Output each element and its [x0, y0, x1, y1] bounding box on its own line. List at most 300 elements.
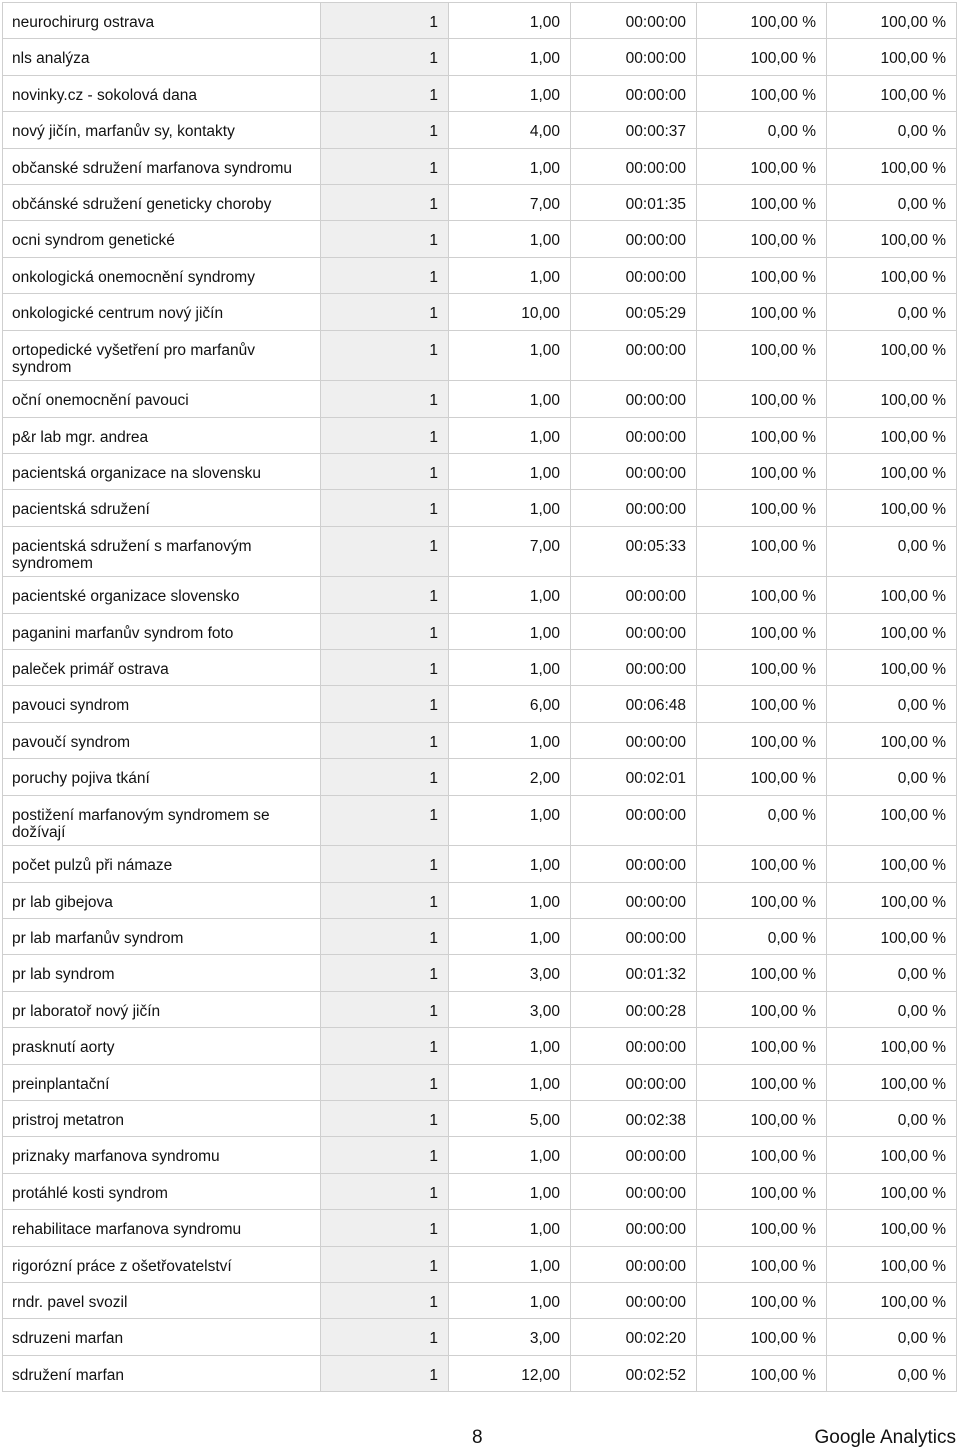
table-row	[3, 1064, 957, 1100]
new-visits-cell	[697, 991, 827, 1027]
bounce-rate-cell-text: 0,00 %	[897, 697, 946, 715]
keyword-cell-text: oční onemocnění pavouci	[12, 392, 189, 410]
avg-duration-cell	[571, 918, 697, 954]
keyword-cell-text: poruchy pojiva tkání	[12, 770, 150, 788]
avg-duration-cell-text: 00:00:00	[625, 624, 686, 642]
new-visits-cell-text: 100,00 %	[750, 1184, 816, 1202]
new-visits-cell	[697, 75, 827, 111]
avg-duration-cell-text: 00:00:00	[625, 1257, 686, 1275]
avg-duration-cell	[571, 39, 697, 75]
bounce-rate-cell-text: 100,00 %	[880, 392, 946, 410]
keyword-cell	[3, 526, 321, 577]
bounce-rate-cell	[827, 221, 957, 257]
avg-duration-cell	[571, 330, 697, 381]
visits-cell-text: 1	[429, 966, 438, 984]
keyword-cell	[3, 918, 321, 954]
visits-cell	[321, 184, 449, 220]
new-visits-cell	[697, 148, 827, 184]
pages-per-visit-cell-text: 6,00	[529, 697, 560, 715]
visits-cell-text: 1	[429, 268, 438, 286]
keyword-cell-text: ortopedické vyšetření pro marfanův syndrom	[12, 341, 255, 376]
avg-duration-cell	[571, 148, 697, 184]
pages-per-visit-cell-text: 1,00	[529, 159, 560, 177]
avg-duration-cell-text: 00:02:01	[625, 770, 686, 788]
new-visits-cell-text: 100,00 %	[750, 697, 816, 715]
keyword-cell	[3, 294, 321, 330]
avg-duration-cell	[571, 613, 697, 649]
bounce-rate-cell-text: 100,00 %	[880, 159, 946, 177]
keyword-cell	[3, 381, 321, 417]
bounce-rate-cell-text: 100,00 %	[880, 268, 946, 286]
table-row	[3, 759, 957, 795]
keyword-cell-text: onkologické centrum nový jičín	[12, 305, 224, 323]
new-visits-cell-text: 100,00 %	[750, 1366, 816, 1384]
pages-per-visit-cell-text: 1,00	[529, 1293, 560, 1311]
new-visits-cell	[697, 1355, 827, 1391]
avg-duration-cell-text: 00:05:33	[625, 537, 686, 555]
new-visits-cell-text: 100,00 %	[750, 537, 816, 555]
new-visits-cell	[697, 1319, 827, 1355]
table-row	[3, 1173, 957, 1209]
avg-duration-cell-text: 00:00:00	[625, 806, 686, 824]
pages-per-visit-cell-text: 1,00	[529, 1257, 560, 1275]
avg-duration-cell	[571, 1210, 697, 1246]
new-visits-cell	[697, 112, 827, 148]
keyword-cell-text: pacientská organizace na slovensku	[12, 464, 262, 482]
visits-cell-text: 1	[429, 661, 438, 679]
new-visits-cell-text: 100,00 %	[750, 966, 816, 984]
bounce-rate-cell-text: 0,00 %	[897, 1002, 946, 1020]
table-row	[3, 613, 957, 649]
new-visits-cell	[697, 3, 827, 39]
avg-duration-cell-text: 00:01:35	[625, 195, 686, 213]
avg-duration-cell	[571, 955, 697, 991]
bounce-rate-cell	[827, 1210, 957, 1246]
keyword-cell	[3, 1282, 321, 1318]
bounce-rate-cell-text: 100,00 %	[880, 501, 946, 519]
avg-duration-cell	[571, 221, 697, 257]
avg-duration-cell	[571, 1355, 697, 1391]
new-visits-cell	[697, 1282, 827, 1318]
new-visits-cell-text: 100,00 %	[750, 50, 816, 68]
pages-per-visit-cell-text: 4,00	[529, 123, 560, 141]
new-visits-cell-text: 100,00 %	[750, 770, 816, 788]
avg-duration-cell-text: 00:00:00	[625, 857, 686, 875]
new-visits-cell-text: 100,00 %	[750, 1002, 816, 1020]
avg-duration-cell-text: 00:00:00	[625, 86, 686, 104]
bounce-rate-cell-text: 100,00 %	[880, 1293, 946, 1311]
keyword-cell	[3, 453, 321, 489]
pages-per-visit-cell-text: 1,00	[529, 50, 560, 68]
avg-duration-cell	[571, 686, 697, 722]
pages-per-visit-cell	[449, 1246, 571, 1282]
new-visits-cell-text: 100,00 %	[750, 588, 816, 606]
pages-per-visit-cell-text: 1,00	[529, 464, 560, 482]
keyword-cell-text: protáhlé kosti syndrom	[12, 1184, 168, 1202]
bounce-rate-cell	[827, 75, 957, 111]
pages-per-visit-cell	[449, 759, 571, 795]
keyword-cell-text: rndr. pavel svozil	[12, 1293, 128, 1311]
new-visits-cell	[697, 1210, 827, 1246]
bounce-rate-cell-text: 100,00 %	[880, 232, 946, 250]
table-row	[3, 1282, 957, 1318]
table-row	[3, 882, 957, 918]
keyword-cell	[3, 1100, 321, 1136]
keyword-cell	[3, 846, 321, 882]
pages-per-visit-cell	[449, 112, 571, 148]
bounce-rate-cell	[827, 1064, 957, 1100]
visits-cell	[321, 1355, 449, 1391]
keyword-cell	[3, 650, 321, 686]
pages-per-visit-cell-text: 1,00	[529, 268, 560, 286]
visits-cell	[321, 221, 449, 257]
keyword-cell	[3, 221, 321, 257]
avg-duration-cell	[571, 1064, 697, 1100]
new-visits-cell-text: 100,00 %	[750, 733, 816, 751]
keyword-cell-text: rigorózní práce z ošetřovatelství	[12, 1257, 232, 1275]
avg-duration-cell-text: 00:00:00	[625, 1184, 686, 1202]
pages-per-visit-cell-text: 10,00	[521, 305, 560, 323]
table-row	[3, 1355, 957, 1391]
keyword-cell	[3, 257, 321, 293]
bounce-rate-cell-text: 100,00 %	[880, 624, 946, 642]
bounce-rate-cell	[827, 846, 957, 882]
avg-duration-cell	[571, 184, 697, 220]
avg-duration-cell	[571, 1246, 697, 1282]
new-visits-cell-text: 100,00 %	[750, 428, 816, 446]
bounce-rate-cell-text: 100,00 %	[880, 733, 946, 751]
pages-per-visit-cell	[449, 577, 571, 613]
avg-duration-cell-text: 00:00:00	[625, 268, 686, 286]
new-visits-cell-text: 100,00 %	[750, 1330, 816, 1348]
avg-duration-cell-text: 00:00:00	[625, 501, 686, 519]
visits-cell	[321, 882, 449, 918]
pages-per-visit-cell	[449, 1319, 571, 1355]
pages-per-visit-cell	[449, 75, 571, 111]
keyword-cell-text: sdruzeni marfan	[12, 1330, 124, 1348]
new-visits-cell-text: 100,00 %	[750, 857, 816, 875]
keyword-cell-text: pr lab marfanův syndrom	[12, 929, 184, 947]
keyword-cell	[3, 39, 321, 75]
new-visits-cell-text: 0,00 %	[767, 929, 816, 947]
pages-per-visit-cell	[449, 526, 571, 577]
new-visits-cell	[697, 1173, 827, 1209]
avg-duration-cell-text: 00:00:00	[625, 1148, 686, 1166]
pages-per-visit-cell	[449, 221, 571, 257]
bounce-rate-cell-text: 0,00 %	[897, 195, 946, 213]
table-row	[3, 381, 957, 417]
bounce-rate-cell-text: 100,00 %	[880, 661, 946, 679]
pages-per-visit-cell-text: 3,00	[529, 1002, 560, 1020]
bounce-rate-cell-text: 100,00 %	[880, 1184, 946, 1202]
keyword-report-table	[2, 2, 957, 1392]
visits-cell	[321, 257, 449, 293]
avg-duration-cell	[571, 294, 697, 330]
visits-cell	[321, 1100, 449, 1136]
table-row	[3, 1100, 957, 1136]
new-visits-cell-text: 100,00 %	[750, 195, 816, 213]
keyword-cell-text: p&r lab mgr. andrea	[12, 428, 149, 446]
new-visits-cell-text: 100,00 %	[750, 1293, 816, 1311]
avg-duration-cell	[571, 650, 697, 686]
new-visits-cell-text: 100,00 %	[750, 268, 816, 286]
pages-per-visit-cell-text: 3,00	[529, 966, 560, 984]
keyword-cell-text: neurochirurg ostrava	[12, 14, 155, 31]
new-visits-cell	[697, 453, 827, 489]
visits-cell	[321, 75, 449, 111]
table-row	[3, 650, 957, 686]
new-visits-cell-text: 100,00 %	[750, 501, 816, 519]
table-row	[3, 526, 957, 577]
visits-cell-text: 1	[429, 733, 438, 751]
keyword-cell-text: pavoučí syndrom	[12, 733, 131, 751]
visits-cell	[321, 1282, 449, 1318]
avg-duration-cell	[571, 1319, 697, 1355]
visits-cell-text: 1	[429, 1221, 438, 1239]
new-visits-cell	[697, 417, 827, 453]
table-row	[3, 330, 957, 381]
visits-cell	[321, 526, 449, 577]
bounce-rate-cell	[827, 613, 957, 649]
visits-cell	[321, 686, 449, 722]
visits-cell-text: 1	[429, 195, 438, 213]
brand-label: Google Analytics	[814, 1427, 956, 1448]
bounce-rate-cell	[827, 882, 957, 918]
visits-cell-text: 1	[429, 14, 438, 31]
keyword-cell	[3, 1064, 321, 1100]
bounce-rate-cell-text: 100,00 %	[880, 428, 946, 446]
table-row	[3, 112, 957, 148]
visits-cell	[321, 1319, 449, 1355]
pages-per-visit-cell-text: 1,00	[529, 1221, 560, 1239]
visits-cell	[321, 490, 449, 526]
pages-per-visit-cell	[449, 918, 571, 954]
visits-cell	[321, 381, 449, 417]
new-visits-cell-text: 100,00 %	[750, 392, 816, 410]
pages-per-visit-cell-text: 1,00	[529, 1184, 560, 1202]
visits-cell-text: 1	[429, 392, 438, 410]
avg-duration-cell-text: 00:02:20	[625, 1330, 686, 1348]
bounce-rate-cell-text: 0,00 %	[897, 305, 946, 323]
visits-cell	[321, 846, 449, 882]
bounce-rate-cell-text: 100,00 %	[880, 1257, 946, 1275]
pages-per-visit-cell	[449, 39, 571, 75]
visits-cell-text: 1	[429, 588, 438, 606]
avg-duration-cell-text: 00:00:00	[625, 1039, 686, 1057]
bounce-rate-cell-text: 0,00 %	[897, 770, 946, 788]
keyword-cell	[3, 759, 321, 795]
pages-per-visit-cell	[449, 184, 571, 220]
visits-cell-text: 1	[429, 50, 438, 68]
keyword-cell-text: paleček primář ostrava	[12, 661, 169, 679]
visits-cell	[321, 417, 449, 453]
new-visits-cell-text: 100,00 %	[750, 1111, 816, 1129]
bounce-rate-cell	[827, 759, 957, 795]
pages-per-visit-cell	[449, 381, 571, 417]
visits-cell	[321, 759, 449, 795]
bounce-rate-cell	[827, 330, 957, 381]
keyword-cell-text: priznaky marfanova syndromu	[12, 1148, 220, 1166]
new-visits-cell-text: 100,00 %	[750, 464, 816, 482]
new-visits-cell-text: 100,00 %	[750, 893, 816, 911]
avg-duration-cell-text: 00:00:00	[625, 893, 686, 911]
bounce-rate-cell-text: 100,00 %	[880, 1075, 946, 1093]
bounce-rate-cell-text: 100,00 %	[880, 464, 946, 482]
visits-cell	[321, 991, 449, 1027]
avg-duration-cell-text: 00:00:00	[625, 1075, 686, 1093]
keyword-cell	[3, 1246, 321, 1282]
keyword-cell-text: pavouci syndrom	[12, 697, 130, 715]
visits-cell-text: 1	[429, 1184, 438, 1202]
keyword-cell	[3, 330, 321, 381]
pages-per-visit-cell	[449, 257, 571, 293]
visits-cell-text: 1	[429, 341, 438, 359]
bounce-rate-cell	[827, 1355, 957, 1391]
pages-per-visit-cell	[449, 3, 571, 39]
report-table-body	[3, 3, 957, 1392]
bounce-rate-cell-text: 0,00 %	[897, 1366, 946, 1384]
bounce-rate-cell	[827, 918, 957, 954]
keyword-cell	[3, 3, 321, 39]
table-row	[3, 722, 957, 758]
pages-per-visit-cell	[449, 991, 571, 1027]
visits-cell-text: 1	[429, 501, 438, 519]
bounce-rate-cell	[827, 650, 957, 686]
bounce-rate-cell	[827, 148, 957, 184]
bounce-rate-cell-text: 100,00 %	[880, 806, 946, 824]
pages-per-visit-cell-text: 1,00	[529, 14, 560, 31]
new-visits-cell-text: 100,00 %	[750, 1075, 816, 1093]
bounce-rate-cell	[827, 112, 957, 148]
pages-per-visit-cell-text: 2,00	[529, 770, 560, 788]
pages-per-visit-cell-text: 1,00	[529, 232, 560, 250]
bounce-rate-cell-text: 100,00 %	[880, 14, 946, 31]
visits-cell-text: 1	[429, 1002, 438, 1020]
avg-duration-cell-text: 00:00:00	[625, 50, 686, 68]
pages-per-visit-cell	[449, 650, 571, 686]
visits-cell	[321, 148, 449, 184]
visits-cell-text: 1	[429, 857, 438, 875]
visits-cell	[321, 39, 449, 75]
avg-duration-cell	[571, 381, 697, 417]
new-visits-cell-text: 0,00 %	[767, 806, 816, 824]
bounce-rate-cell-text: 100,00 %	[880, 1221, 946, 1239]
pages-per-visit-cell	[449, 1137, 571, 1173]
keyword-cell-text: nový jičín, marfanův sy, kontakty	[12, 123, 235, 141]
avg-duration-cell-text: 00:00:28	[625, 1002, 686, 1020]
avg-duration-cell-text: 00:00:00	[625, 464, 686, 482]
bounce-rate-cell	[827, 257, 957, 293]
keyword-cell-text: občanské sdružení marfanova syndromu	[12, 159, 293, 177]
pages-per-visit-cell-text: 5,00	[529, 1111, 560, 1129]
table-row	[3, 39, 957, 75]
pages-per-visit-cell	[449, 417, 571, 453]
keyword-cell-text: preinplantační	[12, 1075, 110, 1093]
bounce-rate-cell	[827, 39, 957, 75]
visits-cell-text: 1	[429, 1111, 438, 1129]
table-row	[3, 991, 957, 1027]
table-row	[3, 417, 957, 453]
avg-duration-cell	[571, 257, 697, 293]
new-visits-cell	[697, 490, 827, 526]
visits-cell	[321, 112, 449, 148]
new-visits-cell-text: 100,00 %	[750, 1221, 816, 1239]
avg-duration-cell-text: 00:06:48	[625, 697, 686, 715]
bounce-rate-cell	[827, 453, 957, 489]
bounce-rate-cell-text: 100,00 %	[880, 86, 946, 104]
visits-cell	[321, 3, 449, 39]
pages-per-visit-cell-text: 1,00	[529, 588, 560, 606]
pages-per-visit-cell	[449, 795, 571, 846]
visits-cell-text: 1	[429, 1039, 438, 1057]
avg-duration-cell-text: 00:00:00	[625, 341, 686, 359]
visits-cell-text: 1	[429, 86, 438, 104]
keyword-cell	[3, 417, 321, 453]
visits-cell	[321, 1064, 449, 1100]
pages-per-visit-cell	[449, 330, 571, 381]
new-visits-cell-text: 100,00 %	[750, 305, 816, 323]
table-row	[3, 846, 957, 882]
visits-cell-text: 1	[429, 428, 438, 446]
table-row	[3, 918, 957, 954]
bounce-rate-cell-text: 100,00 %	[880, 857, 946, 875]
bounce-rate-cell-text: 0,00 %	[897, 123, 946, 141]
keyword-cell	[3, 1137, 321, 1173]
avg-duration-cell	[571, 577, 697, 613]
table-row	[3, 453, 957, 489]
bounce-rate-cell-text: 100,00 %	[880, 1148, 946, 1166]
avg-duration-cell-text: 00:00:00	[625, 14, 686, 31]
avg-duration-cell	[571, 1100, 697, 1136]
pages-per-visit-cell-text: 1,00	[529, 929, 560, 947]
page-footer	[0, 1427, 960, 1449]
visits-cell	[321, 330, 449, 381]
new-visits-cell-text: 100,00 %	[750, 661, 816, 679]
keyword-cell-text: pacientská sdružení s marfanovým syndromem	[12, 537, 252, 572]
keyword-cell	[3, 795, 321, 846]
new-visits-cell-text: 100,00 %	[750, 1148, 816, 1166]
pages-per-visit-cell	[449, 1282, 571, 1318]
pages-per-visit-cell	[449, 148, 571, 184]
pages-per-visit-cell-text: 7,00	[529, 195, 560, 213]
bounce-rate-cell	[827, 686, 957, 722]
visits-cell	[321, 918, 449, 954]
bounce-rate-cell	[827, 1319, 957, 1355]
avg-duration-cell	[571, 3, 697, 39]
pages-per-visit-cell-text: 1,00	[529, 733, 560, 751]
keyword-cell-text: nls analýza	[12, 50, 90, 68]
visits-cell-text: 1	[429, 159, 438, 177]
avg-duration-cell	[571, 112, 697, 148]
table-row	[3, 577, 957, 613]
new-visits-cell	[697, 257, 827, 293]
pages-per-visit-cell-text: 1,00	[529, 806, 560, 824]
keyword-cell	[3, 722, 321, 758]
avg-duration-cell-text: 00:00:37	[625, 123, 686, 141]
visits-cell-text: 1	[429, 1075, 438, 1093]
pages-per-visit-cell-text: 1,00	[529, 1039, 560, 1057]
keyword-cell-text: ocni syndrom genetické	[12, 232, 175, 250]
avg-duration-cell-text: 00:00:00	[625, 588, 686, 606]
keyword-cell-text: sdružení marfan	[12, 1366, 124, 1384]
keyword-cell	[3, 148, 321, 184]
pages-per-visit-cell-text: 1,00	[529, 341, 560, 359]
visits-cell	[321, 650, 449, 686]
avg-duration-cell-text: 00:00:00	[625, 159, 686, 177]
visits-cell-text: 1	[429, 464, 438, 482]
new-visits-cell	[697, 1028, 827, 1064]
keyword-cell-text: novinky.cz - sokolová dana	[12, 86, 197, 104]
